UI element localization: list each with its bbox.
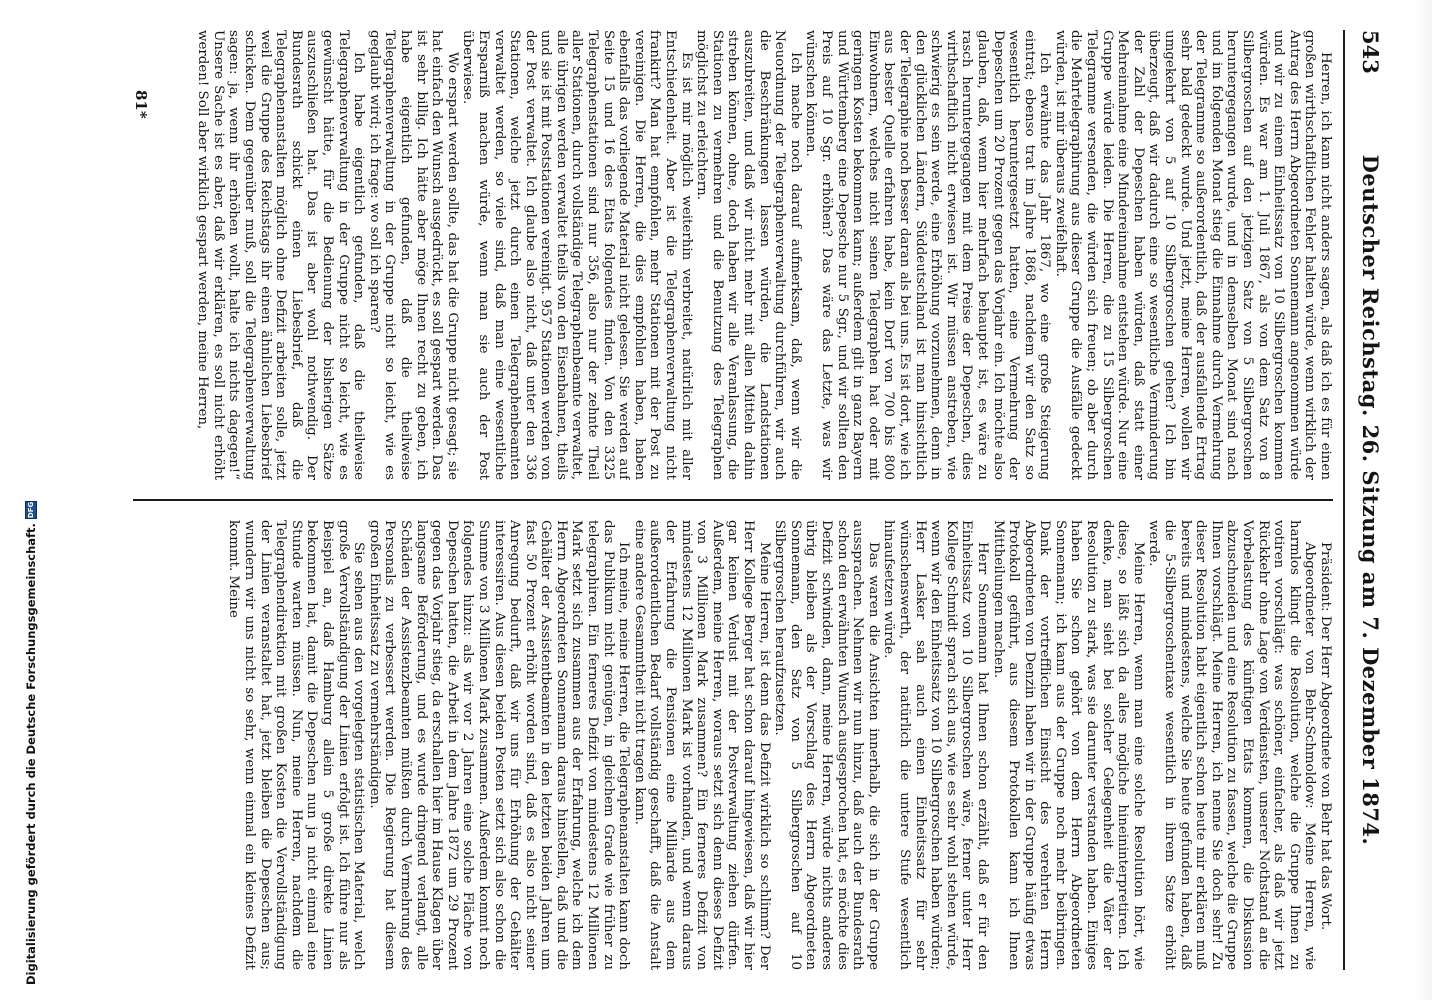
digitization-credit [24,501,38,985]
scan-edge [1415,0,1432,1000]
right-column [133,520,1333,970]
paragraph: Ich erwähnte das Jahr 1867, wo eine große Steigerung eintrat; ebenso trat im Jahre 1868, nachdem wir den Satz so wesentlich heruntergesetzt hatten, eine Vermehrung der Depeschen um 20 Prozent gegen das Vorjahr ein. Ich möchte also glauben, daß, wenn hier mehrfach behauptet ist, es wäre zu rasch heruntergegangen mit dem Preise der Depeschen, dies wirthschaftlich nicht erwiesen ist. Wir müssen anstreben, wie schwierig es sein werde, eine Erhöhung vorzunehmen, denn in den glücklichen Ländern, Süddeutschland ist man hinsichtlich der Telegraphie noch besser daran als bei uns. Es ist dort, wie ich aus bester Quelle erfahren habe, kein Dorf von 700 bis 800 Einwohnern, welches nicht seinen Telegraphen hat oder mit geringen Kosten bekommen kann; außerdem gilt in ganz Bayern und Württemberg eine Depesche nur 5 Sgr., und wir sollten den Preis auf 10 Sgr. erhöhen? Das wäre das Letzte, was wir wünschen können. [803,30,1053,480]
dfg-logo-icon: DFG [27,501,35,519]
paragraph: Meine Herren, ist denn das Defizit wirklich so schlimm? Der Herr Kollege Berger hat schon darauf hingewiesen, daß wir hier gar keinen Verlust mit der Postverwaltung ziehen dürfen. Außerdem, meine Herren, woraus setzt sich denn dieses Defizit von 3 Millionen Mark zusammen? Ein ferneres Defizit von mindestens 12 Millionen Mark ist vorhanden, und wenn daraus der Erfahrung die Pensionen eine Milliarde aus dem außerordentlichen Bedarf vollständig geschafft, daß die Anstalt eine andere Gesammtheit nicht tragen kann. [631,520,772,970]
paragraph: Das waren die Ansichten innerhalb, die sich in der Gruppe aussprachen. Nehmen wir nun hinzu, daß auch der Bundesrath schon den erwähnten Wunsch ausgesprochen hat, es möchte dies Defizit schwinden, dann, meine Herren, würde nichts anderes übrig bleiben als der Vorschlag des Herrn Abgeordneten Sonnemann, den Satz von 5 Silbergroschen auf 10 Silbergroschen heraufzusetzen. [772,520,881,970]
column-divider [133,499,1333,501]
paragraph: Es ist mir möglich weiterhin verbreitet, natürlich mit aller Entschiedenheit. Aber ist die Telegraphenverwaltung nicht frankirt? Man hat empfohlen, mehr Stationen mit der Post zu vereinigen. Die Herren, die dies empfohlen haben, haben ebenfalls das vorliegende Material nicht gelesen. Sie werden auf Seite 15 und 16 des Etats folgendes finden. Von den 3325 Telegraphenstationen sind nur 356, also nur der zehnte Theil aller Stationen, durch vollständige Telegraphenbeamte verwaltet, alle übrigen werden verwaltet theils von den Eisenbahnen, theils und sie ist mit Poststationen vereinigt. 957 Stationen werden von der Post verwaltet. Ich glaube also nicht, daß unter den 336 Stationen, welche jetzt durch einen Telegraphenbeamten verwaltet werden, so viele sind, daß man eine wesentliche Ersparniß machen würde, wenn man sie auch der Post überwiese. [460,30,694,480]
page-number: 543 [1358,30,1383,74]
credit-text: Digitalisierung gefördert durch die Deutsche Forschungsgemeinschaft. [24,523,38,985]
page-header [1355,30,1385,970]
paragraph: Ich mache noch darauf aufmerksam, daß, wenn wir die Neuordnung der Telegraphenverwaltung durchführen, wir auch die Beschränkungen lassen würden, die Landstationen auszubreiten, und daß wir nicht mehr mit allen Mitteln dahin streben können, ohne, doch haben wir alle Veranlassung, die Stationen zu vermehren und die Benutzung des Telegraphen möglichst zu erleichtern. [694,30,803,480]
running-head: Deutscher Reichstag. 26. Sitzung am 7. Dezember 1874. [1358,154,1383,846]
rotated-page [95,30,1385,970]
paragraph: Herr Sonnemann hat Ihnen schon erzählt, daß er für den Einheitssatz von 10 Silbergroschen wäre, ferner unter Herr Kollege Schmidt sprach sich aus, wie es sehr wohl stehen würde, wenn wir den Einheitssatz von 10 Silbergroschen haben würden; Herr Lasker sah auch einen Einheitssatz für sehr wünschenswerth, der natürlich die untere Stufe wesentlich hinaufsetzen würde. [881,520,990,970]
paragraph: Sie sehen aus den vorgelegten statistischen Material, welch große Vervollständigung der Linien erfolgt ist. Ich führe nur als Beispiel an, daß Hamburg allein 5 große direkte Linien bekommen hat, damit die Depeschen nun ja nicht einmal eine Stunde warten müssen. Nun, meine Herren, nachdem die Telegraphendirektion mit großen Kosten die Vervollständigung der Linien veranstaltet hat, jetzt bleiben die Depeschen aus; wundern wir uns nicht so sehr, wenn einmal ein kleines Defizit kommt. Meine [226,520,367,970]
paragraph: Wo erspart werden sollte, das hat die Gruppe nicht gesagt; sie hat einfach den Wunsch ausgedrückt, es soll gespart werden. Das ist sehr billig. Ich hätte aber möge Ihnen recht zu geben, ich habe eigentlich gefunden, daß die theilweise Telegraphenverwaltung in der Gruppe nicht so leicht, wie es geglaubt wird; ich frage: wo soll ich sparen? [366,30,460,480]
header-rule [1343,30,1345,970]
paragraph: Abgeordneter von Behr-Schmoldow: Meine Herren, wie harmlos klingt die Resolution, welche die Gruppe Ihnen zu votiren vorschlägt: was schöner, einfacher, als daß wir jetzt Rückkehr ohne Lage von Verdiensten, unserer Nothstand an die Vorbelastung des künftigen Etats kommen, die Diskussion abzuschneiden und eine Resolution zu fassen, welche die Gruppe Ihnen vorschlägt. Meine Herren, ich nenne Sie doch sehr! Zu dieser Resolution habt eigentlich schon heute mir erklären muß bereits und mindestens, welche Sie heute gefunden haben, daß die 5-Silbergroschentaxe wesentlich in ihrem Satze erhöht werde. [1146,520,1318,970]
paragraph: Präsident: Der Herr Abgeordnete von Behr hat das Wort. [1318,542,1333,931]
paragraph: Ich meine, meine Herren, die Telegraphenanstalten kann doch das Publikum nicht genügen, in gleichem Grade wie früher zu telegraphiren. Ein ferneres Defizit von mindestens 12 Millionen Mark setzt sich zusammen aus der Erfahrung, welche ich dem Herrn Abgeordneten Sonnemann daraus hinstellen, daß und die Gehälter der Assistentbeamten in den letzten beiden Jahren um fast 50 Prozent erhöht worden sind, daß es also nicht seiner Anregung bedurft, daß wir uns für Erhöhung der Gehälter interessiren. Aus diesen beiden Posten setzt sich also schon die Summe von 3 Millionen Mark zusammen. Außerdem kommt noch folgendes hinzu: als wir vor 2 Jahren eine solche Fläche von Depeschen hatten, die Arbeit in dem Jahre 1872 um 29 Prozent gegen das Vorjahr stieg, da erschallen hier im Hause Klagen über langsame Beförderung, und es wurde dringend verlangt, alle Schäden der Assistenzbeamten müßten durch Vermehrung des Personals zu verbessert werden. Die Regierung hat diesem großen Einheitssatz zu vermehrständigen. [366,520,632,970]
paragraph: Meine Herren, wenn man eine solche Resolution hört, wie diese, so läßt sich da alles mögliche hineininterpretiren. Ich denke, man sieht bei solcher Gelegenheit die Väter der Resolution zu stark, was sie darunter verstanden haben. Einiges haben Sie schon gehört von dem Herrn Abgeordneten Sonnemann; ich kann aus der Gruppe noch mehr beibringen. Dank der vortrefflichen Einsicht des verehrten Herrn Abgeordneten von Denzin haben wir in der Gruppe häufig etwas Protokoll geführt, aus diesem Protokollen kann ich Ihnen Mittheilungen machen. [990,520,1146,970]
left-column [133,30,1333,480]
printer-signature: 81* [132,90,150,119]
paragraph: Ich habe eigentlich gefunden, daß die theilweise Telegraphenverwaltung in der Gruppe nicht so leicht, wie es gewünscht hätte, für die Bedienung der bisherigen Sätze auszuschließen hat. Das ist aber wohl nothwendig. Der Bundesrath schickt einen Liebesbrief, daß die Telegraphenanstalten möglich ohne Defizit arbeiten solle, jetzt weil die Gruppe des Reichstags ihr einen ähnlichen Liebesbrief schicken. Dem gegenüber muß, soll die Telegraphenverwaltung sagen: ja, wenn ihr erhöhen wollt, halte ich nichts dagegen!“ Unsere Sache ist es aber, daß wir erklären, es soll nicht erhöht werden! Soll aber wirklich gespart werden, meine Herren, [195,30,367,480]
paragraph: Herren, ich kann nicht anders sagen, als daß ich es für einen großen wirthschaftlichen Fehler halten würde, wenn wirklich der Antrag des Herrn Abgeordneten Sonnemann angenommen würde und wir zu einem Einheitssatz von 10 Silbergroschen kommen würden. Es war am 1. Juli 1867, als von dem Satz von 8 Silbergroschen auf den jetzigen Satz von 5 Silbergroschen heruntergegangen wurde, und in demselben Monat sind nach und im folgenden Monat stieg die Einnahme durch Vermehrung der Telegramme so außerordentlich, daß der ausfallende Ertrag sehr bald gedeckt wurde. Und jetzt, meine Herren, wollen wir umgekehrt von 5 auf 10 Silbergroschen gehen? Ich bin überzeugt, daß wir dadurch eine so wesentliche Verminderung der Zahl der Depeschen haben würden, daß statt einer Mehreinnahme eine Mindereinnahme entstehen würde. Nur eine Gruppe würde leiden. Die Herren, die zu 15 Silbergroschen Telegramme versenden, die würden sich freuen; ob aber durch die Mehrtelegraphirung aus dieser Gruppe die Ausfälle gedeckt würden, ist mir überaus zweifelhaft. [1052,30,1333,480]
